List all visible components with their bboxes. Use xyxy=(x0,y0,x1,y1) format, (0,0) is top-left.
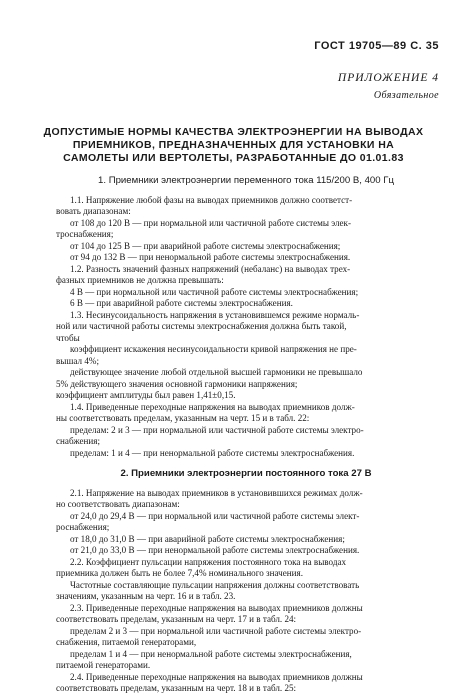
text-line: 1.2. Разность значений фазных напряжений (небаланс) на выводах трех- xyxy=(70,263,351,274)
text-line: пределам 2 и 3 — при нормальной или частичной работе системы электро- xyxy=(70,625,362,636)
text-line: снабжения; xyxy=(56,436,100,446)
text-line: ной или частичной работы системы электроснабжения должна быть такой, xyxy=(56,321,347,331)
text-line: пределам: 2 и 3 — при нормальной или частичной работе системы электро- xyxy=(70,424,364,435)
appendix-subtitle: Обязательное xyxy=(373,90,439,101)
appendix-block xyxy=(338,69,439,105)
text-line: троснабжения; xyxy=(56,229,114,239)
text-line: от 24,0 до 29,4 В — при нормальной или частичной работе системы элект- xyxy=(70,510,360,521)
document-body xyxy=(56,172,436,695)
text-line: значениям, указанным на черт. 16 и в табл. 23. xyxy=(56,591,236,601)
text-line: коэффициент амплитуды был равен 1,41±0,15. xyxy=(56,390,236,400)
text-line: 6 В — при аварийной работе системы электроснабжения. xyxy=(70,298,293,308)
text-line: 5% действующего значения основной гармоники напряжения; xyxy=(56,378,298,389)
text-line: вышал 4%; xyxy=(56,355,99,366)
title-line: ДОПУСТИМЫЕ НОРМЫ КАЧЕСТВА ЭЛЕКТРОЭНЕРГИИ НА ВЫВОДАХ xyxy=(43,126,424,138)
text-line: от 94 до 132 В — при ненормальной работе системы электроснабжения. xyxy=(70,252,351,262)
appendix-title: ПРИЛОЖЕНИЕ 4 xyxy=(337,72,439,84)
text-line: роснабжения; xyxy=(56,522,110,532)
text-line: от 21,0 до 33,0 В — при ненормальной работе системы электроснабжения. xyxy=(70,545,360,555)
text-line: действующее значение любой отдельной высшей гармоники не превышало xyxy=(70,367,363,377)
section-2-text xyxy=(56,488,436,695)
text-line: ны соответствовать пределам, указанным на черт. 15 и в табл. 22: xyxy=(56,413,310,423)
section-1-heading: 1. Приемники электроэнергии переменного тока 115/200 В, 400 Гц xyxy=(98,175,394,186)
text-line: от 18,0 до 31,0 В — при аварийной работе системы электроснабжения; xyxy=(70,533,345,544)
document-title xyxy=(28,126,439,165)
text-line: коэффициент искажения несинусоидальности кривой напряжения не пре- xyxy=(70,344,357,354)
text-line: пределам: 1 и 4 — при ненормальной работе системы электроснабжения. xyxy=(70,447,355,458)
title-line: САМОЛЕТЫ ИЛИ ВЕРТОЛЕТЫ, РАЗРАБОТАННЫЕ ДО 01.01.83 xyxy=(63,152,404,164)
text-line: 1.4. Приведенные переходные напряжения на выводах приемников долж- xyxy=(70,401,355,412)
text-line: от 104 до 125 В — при аварийной работе системы электроснабжения; xyxy=(70,240,341,251)
text-line: пределам 1 и 4 — при ненормальной работе системы электроснабжения, xyxy=(70,648,352,659)
section-1-text xyxy=(56,195,436,460)
text-line: чтобы xyxy=(56,332,80,343)
text-line: 2.2. Коэффициент пульсации напряжения постоянного тока на выводах xyxy=(70,556,347,567)
page-header: ГОСТ 19705—89 С. 35 xyxy=(314,40,439,52)
text-line: 2.3. Приведенные переходные напряжения на выводах приемников должны xyxy=(70,602,363,613)
text-line: 1.1. Напряжение любой фазы на выводах приемников должно соответст- xyxy=(70,194,353,205)
text-line: соответствовать пределам, указанным на черт. 17 и в табл. 24: xyxy=(56,614,297,624)
text-line: Частотные составляющие пульсации напряжения должны соответствовать xyxy=(70,579,360,590)
text-line: приемника должен быть не более 7,4% номинального значения. xyxy=(56,568,303,578)
text-line: соответствовать пределам, указанным на черт. 18 и в табл. 25: xyxy=(56,683,297,693)
section-2-heading: 2. Приемники электроэнергии постоянного тока 27 В xyxy=(120,468,372,479)
text-line: 2.1. Напряжение на выводах приемников в установившихся режимах долж- xyxy=(70,487,363,498)
text-line: 1.3. Несинусоидальность напряжения в установившемся режиме нормаль- xyxy=(70,309,360,320)
text-line: 4 В — при нормальной или частичной работе системы электроснабжения; xyxy=(70,286,359,297)
text-line: питаемой генераторами. xyxy=(56,660,151,670)
text-line: от 108 до 120 В — при нормальной или частичной работе системы элек- xyxy=(70,217,352,228)
text-line: фазных приемников не должна превышать: xyxy=(56,275,224,285)
title-line: ПРИЕМНИКОВ, ПРЕДНАЗНАЧЕННЫХ ДЛЯ УСТАНОВКИ НА xyxy=(72,139,395,151)
text-line: снабжения, питаемой генераторами, xyxy=(56,637,197,647)
text-line: 2.4. Приведенные переходные напряжения на выводах приемников должны xyxy=(70,671,363,682)
text-line: но соответствовать диапазонам: xyxy=(56,499,180,509)
text-line: вовать диапазонам: xyxy=(56,206,131,216)
